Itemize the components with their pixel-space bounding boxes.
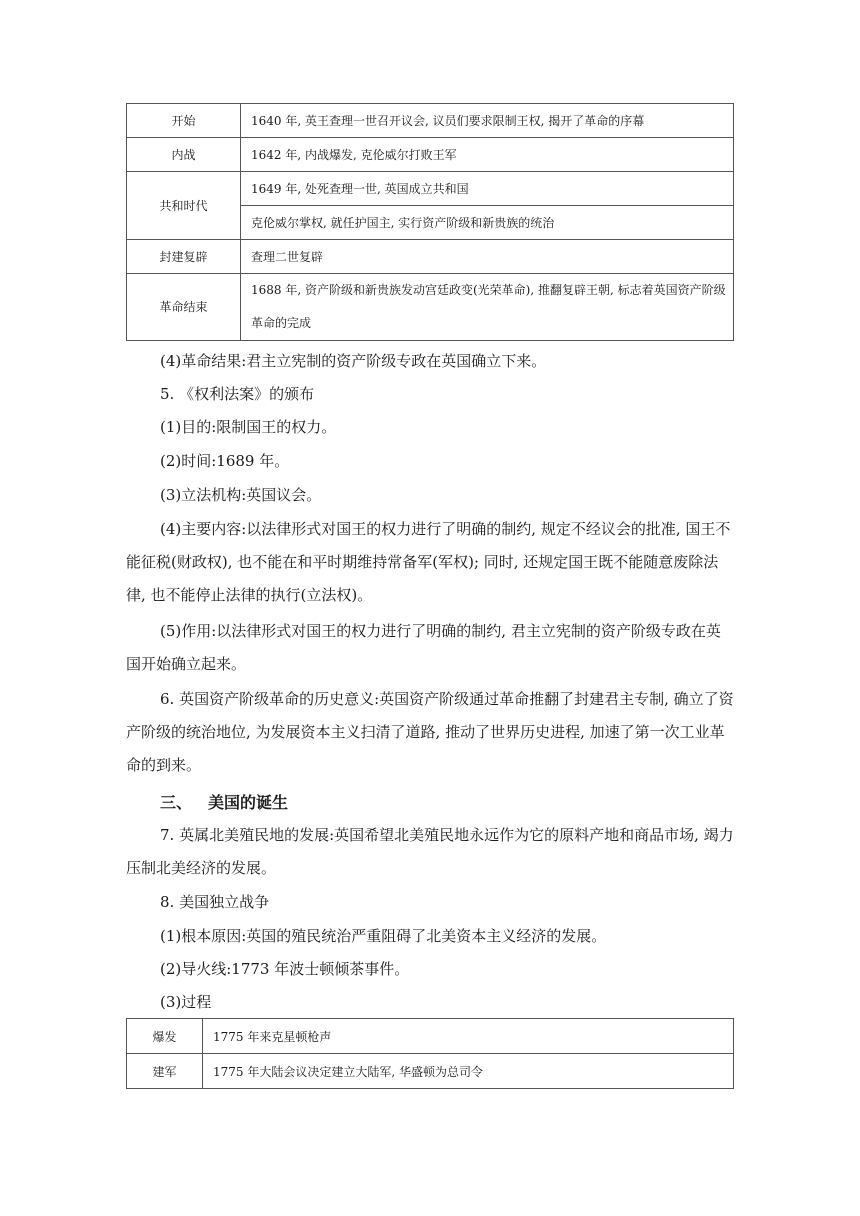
row-value: 查理二世复辟 — [241, 240, 734, 274]
independence-war-table — [126, 1018, 734, 1089]
paragraph-trigger: (2)导火线:1773 年波士顿倾茶事件。 — [160, 960, 410, 978]
row-value: 1649 年, 处死查理一世, 英国成立共和国 — [241, 172, 734, 206]
paragraph-main-content: (4)主要内容:以法律形式对国王的权力进行了明确的制约, 规定不经议会的批准, 国王不能征税(财政权), 也不能在和平时期维持常备军(军权); 同时, 还规定国王既不能随意废除法律, 也不能停止法律的执行(立法权)。 — [126, 520, 731, 604]
row-value: 1775 年大陆会议决定建立大陆军, 华盛顿为总司令 — [203, 1054, 734, 1089]
paragraph-process: (3)过程 — [160, 993, 212, 1011]
table-row — [127, 1019, 734, 1054]
paragraph-colony-development: 7. 英属北美殖民地的发展:英国希望北美殖民地永远作为它的原料产地和商品市场, 竭力压制北美经济的发展。 — [126, 826, 734, 877]
row-value: 1642 年, 内战爆发, 克伦威尔打败王军 — [241, 138, 734, 172]
paragraph-independence-war: 8. 美国独立战争 — [160, 893, 270, 911]
row-key: 革命结束 — [127, 274, 241, 341]
table-row — [127, 104, 734, 138]
row-key: 内战 — [127, 138, 241, 172]
table-row — [127, 138, 734, 172]
paragraph-root-cause: (1)根本原因:英国的殖民统治严重阻碍了北美资本主义经济的发展。 — [160, 927, 607, 945]
table-row — [127, 1054, 734, 1089]
table-row — [127, 172, 734, 206]
row-key: 封建复辟 — [127, 240, 241, 274]
paragraph-revolution-result: (4)革命结果:君主立宪制的资产阶级专政在英国确立下来。 — [160, 352, 547, 370]
row-key: 共和时代 — [127, 172, 241, 240]
table-row — [127, 274, 734, 341]
paragraph-significance: 6. 英国资产阶级革命的历史意义:英国资产阶级通过革命推翻了封建君主专制, 确立了资产阶级的统治地位, 为发展资本主义扫清了道路, 推动了世界历史进程, 加速了第一次工业革命的到来。 — [126, 690, 734, 774]
row-key: 开始 — [127, 104, 241, 138]
paragraph-effect: (5)作用:以法律形式对国王的权力进行了明确的制约, 君主立宪制的资产阶级专政在英国开始确立起来。 — [126, 622, 721, 673]
row-value: 克伦威尔掌权, 就任护国主, 实行资产阶级和新贵族的统治 — [241, 206, 734, 240]
section-title: 美国的诞生 — [208, 793, 289, 812]
row-value: 1640 年, 英王查理一世召开议会, 议员们要求限制王权, 揭开了革命的序幕 — [241, 104, 734, 138]
table-row — [127, 240, 734, 274]
paragraph-purpose: (1)目的:限制国王的权力。 — [160, 418, 337, 436]
paragraph-time: (2)时间:1689 年。 — [160, 452, 290, 470]
row-key: 爆发 — [127, 1019, 203, 1054]
row-value: 1775 年来克星顿枪声 — [203, 1019, 734, 1054]
paragraph-bill-of-rights: 5. 《权利法案》的颁布 — [160, 385, 315, 403]
english-revolution-table — [126, 103, 734, 341]
row-value: 1688 年, 资产阶级和新贵族发动宫廷政变(光荣革命), 推翻复辟王朝, 标志着英国资产阶级革命的完成 — [241, 274, 734, 341]
row-key: 建军 — [127, 1054, 203, 1089]
section-number: 三、 — [160, 793, 193, 812]
paragraph-legislature: (3)立法机构:英国议会。 — [160, 486, 322, 504]
section-heading — [160, 790, 288, 813]
